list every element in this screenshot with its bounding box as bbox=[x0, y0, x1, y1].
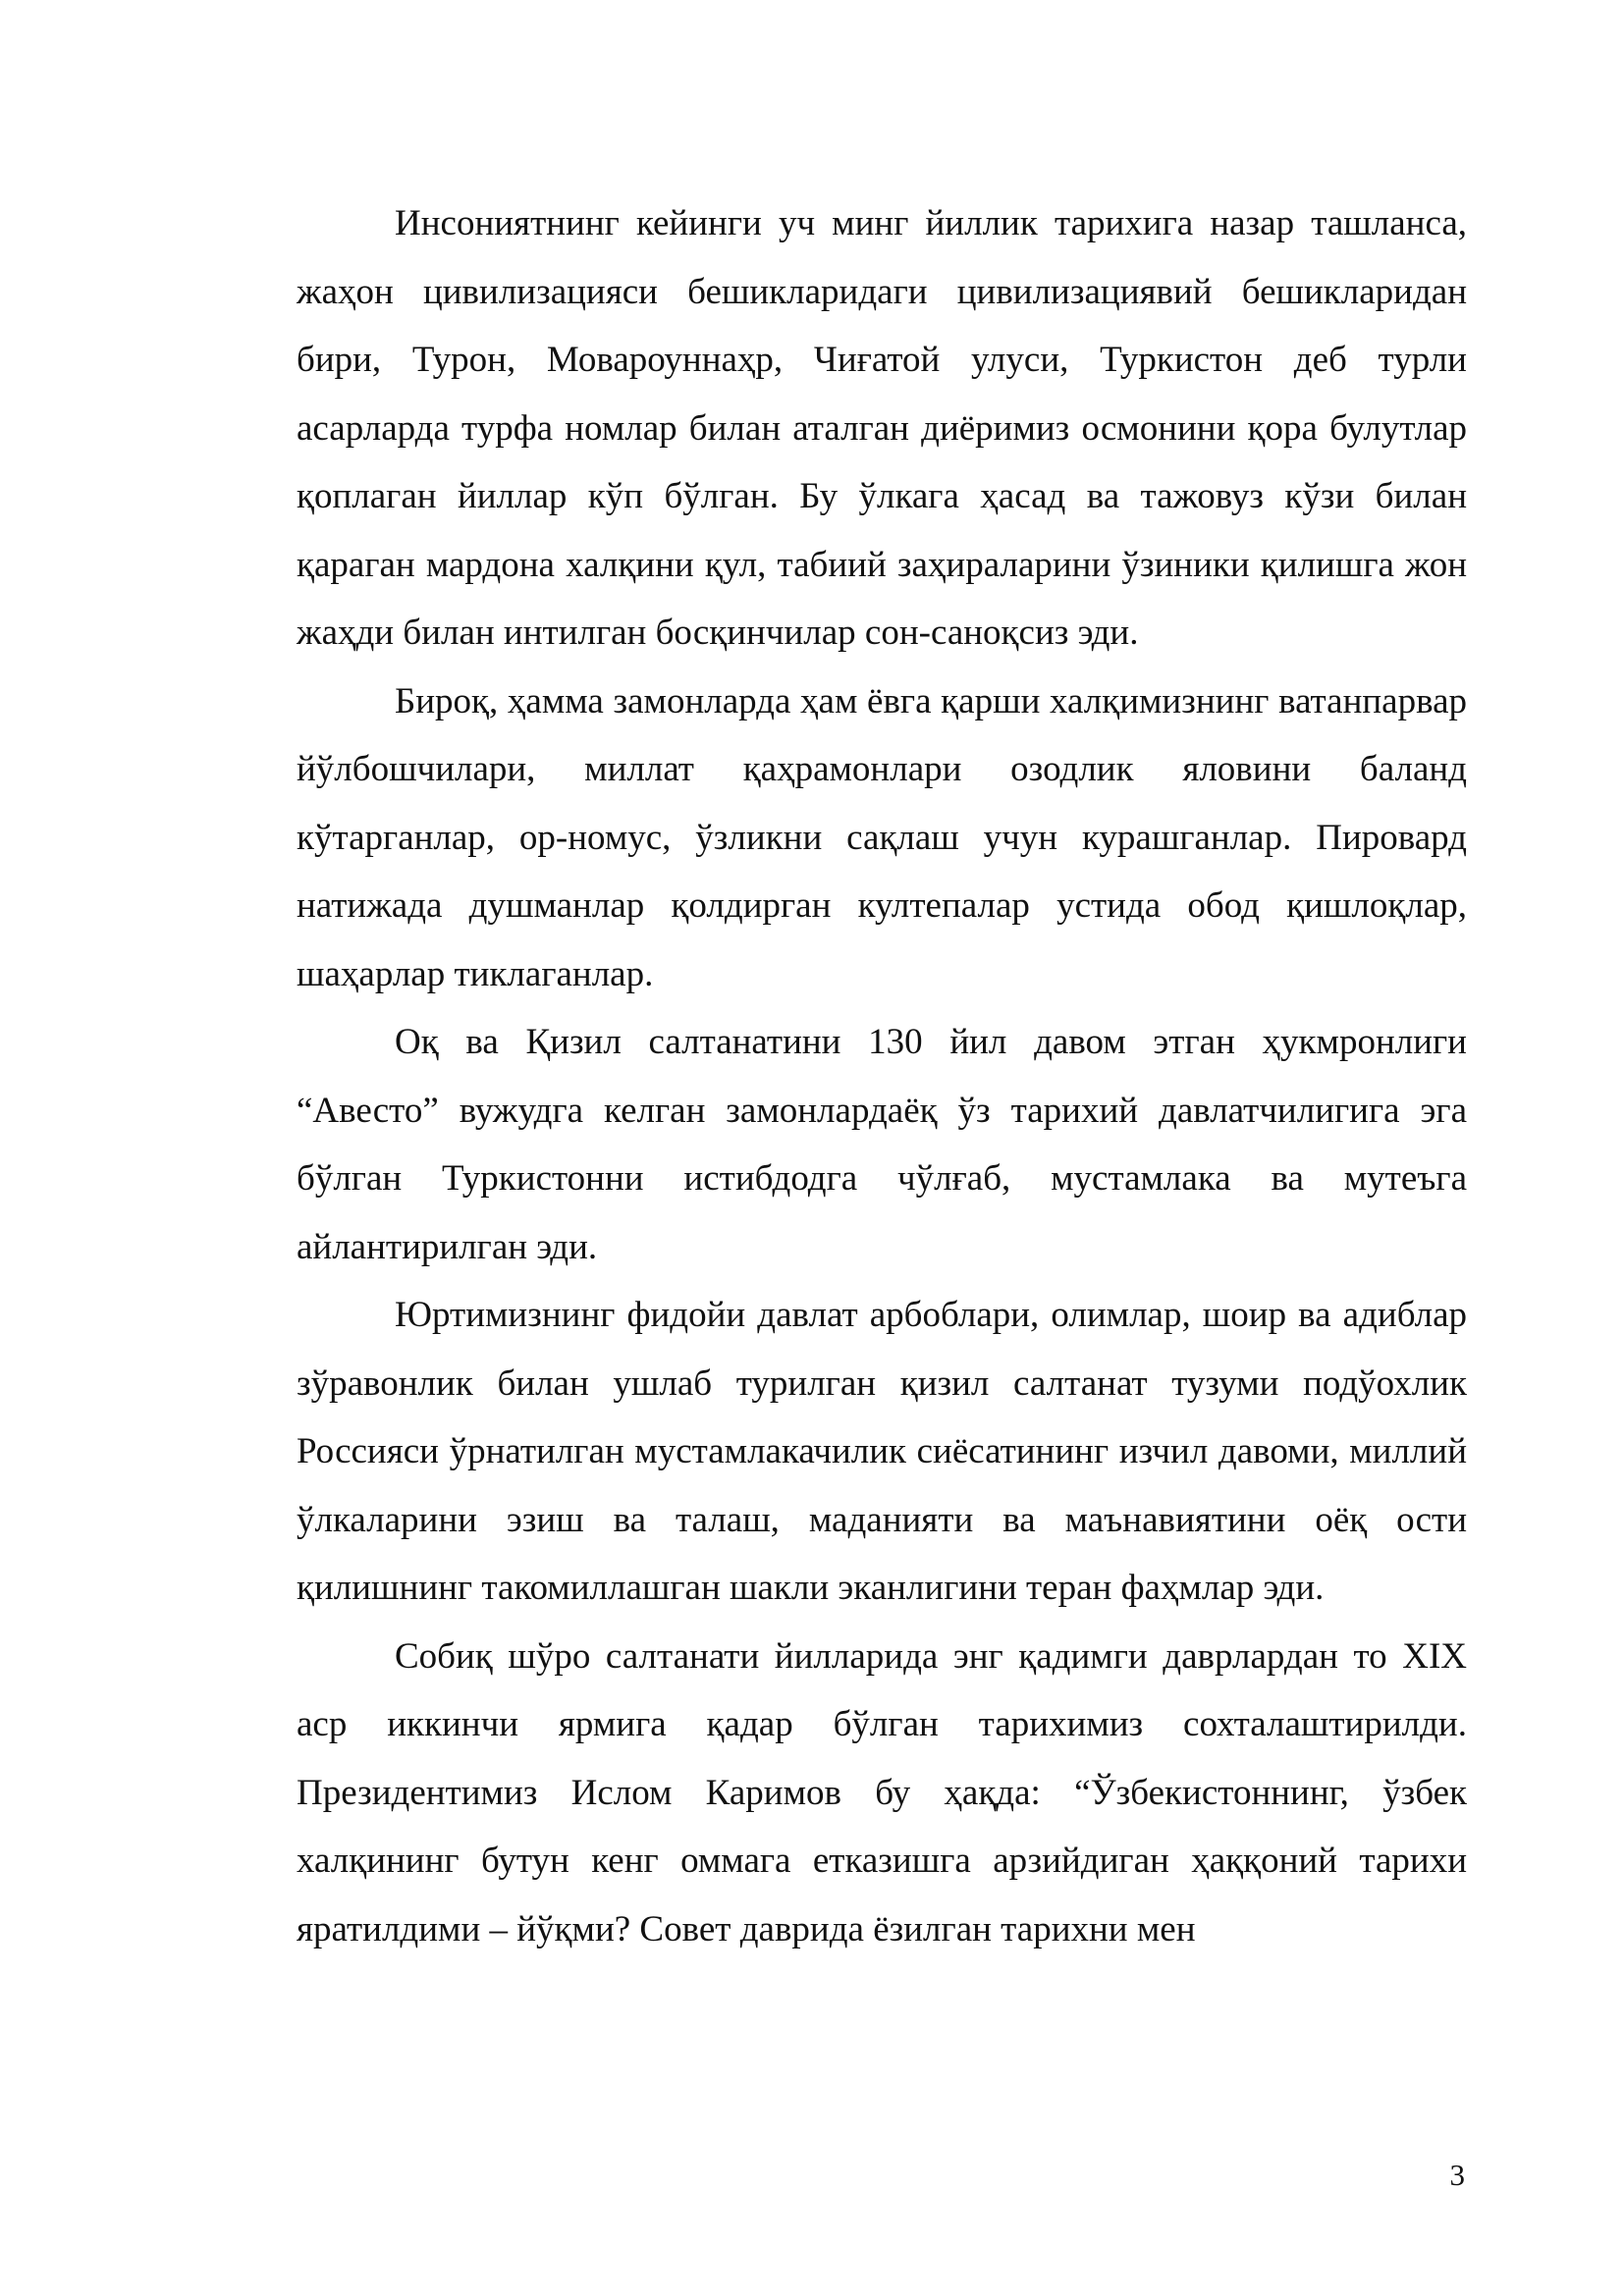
paragraph-1: Инсониятнинг кейинги уч минг йиллик тарихига назар ташланса, жаҳон цивилизацияси бешикларидаги цивилизациявий бешикларидан бири, Турон, Мовароуннаҳр, Чиғатой улуси, Туркистон деб турли асарларда турфа номлар билан аталган диёримиз осмонини қора булутлар қоплаган йиллар кўп бўлган. Бу ўлкага ҳасад ва тажовуз кўзи билан қараган мардона халқини қул, табиий заҳираларини ўзиники қилишга жон жаҳди билан интилган босқинчилар сон-саноқсиз эди. bbox=[297, 203, 1467, 653]
document-body bbox=[297, 189, 1467, 1963]
paragraph-4: Юртимизнинг фидойи давлат арбоблари, олимлар, шоир ва адиблар зўравонлик билан ушлаб турилган қизил салтанат тузуми подўохлик Россияси ўрнатилган мустамлакачилик сиёсатининг изчил давоми, миллий ўлкаларини эзиш ва талаш, маданияти ва маънавиятини оёқ ости қилишнинг такомиллашган шакли эканлигини теран фаҳмлар эди. bbox=[297, 1295, 1467, 1608]
paragraph-5: Собиқ шўро салтанати йилларида энг қадимги даврлардан то XIX аср иккинчи ярмига қадар бўлган тарихимиз сохталаштирилди. Президентимиз Ислом Каримов бу ҳақда: “Ўзбекистоннинг, ўзбек халқининг бутун кенг оммага етказишга арзийдиган ҳаққоний тарихи яратилдими – йўқми? Совет даврида ёзилган тарихни мен bbox=[297, 1635, 1467, 1949]
paragraph-3: Оқ ва Қизил салтанатини 130 йил давом этган ҳукмронлиги “Авесто” вужудга келган замонлардаёқ ўз тарихий давлатчилигига эга бўлган Туркистонни истибдодга чўлғаб, мустамлака ва мутеъга айлантирилган эди. bbox=[297, 1022, 1467, 1267]
page-number: 3 bbox=[1449, 2158, 1465, 2192]
paragraph-2: Бироқ, ҳамма замонларда ҳам ёвга қарши халқимизнинг ватанпарвар йўлбошчилари, миллат қаҳрамонлари озодлик яловини баланд кўтарганлар, ор-номус, ўзликни сақлаш учун курашганлар. Пировард натижада душманлар қолдирган култепалар устида обод қишлоқлар, шаҳарлар тиклаганлар. bbox=[297, 680, 1467, 994]
